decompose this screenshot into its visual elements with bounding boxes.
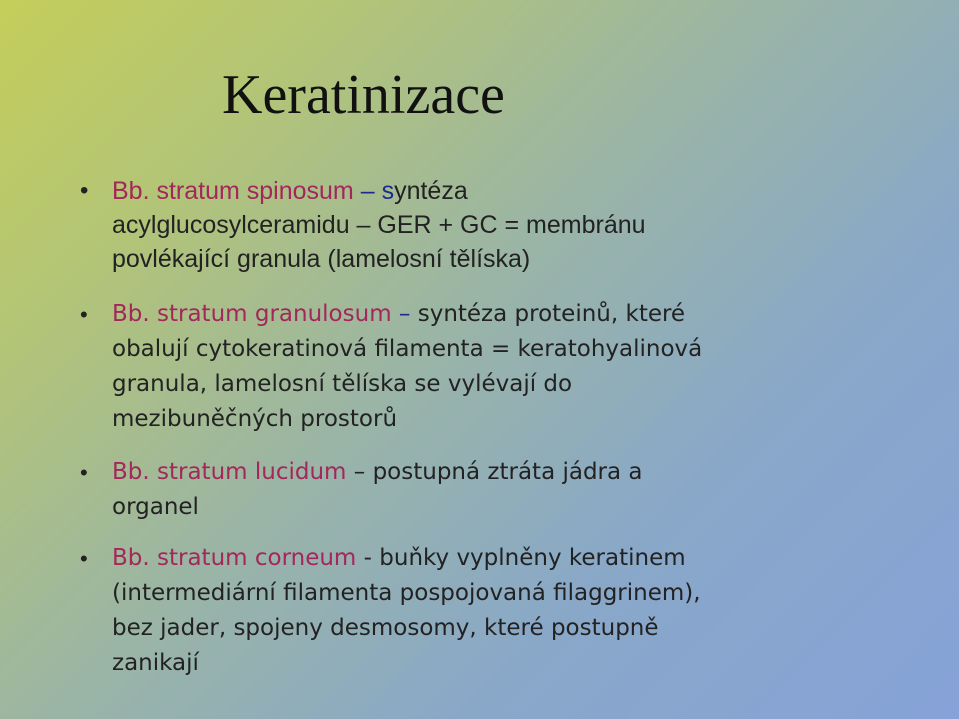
item-line: (intermediární filamenta pospojovaná filaggrinem), bbox=[112, 580, 701, 606]
bullet-icon: • bbox=[80, 460, 88, 485]
item-first-line-text: yntéza bbox=[394, 177, 468, 205]
item-line: bez jader, spojeny desmosomy, které postupně bbox=[112, 615, 659, 641]
item-dash: – bbox=[353, 177, 382, 205]
item-first-line-text: postupná ztráta jádra a bbox=[372, 459, 643, 485]
item-first-line bbox=[112, 455, 912, 490]
item-term: Bb. stratum corneum bbox=[112, 545, 357, 571]
list-item-stratum-lucidum bbox=[80, 455, 912, 525]
item-term: Bb. stratum spinosum bbox=[112, 177, 354, 205]
item-line: zanikají bbox=[112, 650, 199, 676]
list-item-stratum-spinosum bbox=[80, 174, 912, 276]
item-line: povlékající granula (lamelosní tělíska) bbox=[112, 245, 531, 273]
item-line: obalují cytokeratinová filamenta = keratohyalinová bbox=[112, 336, 703, 362]
item-first-line bbox=[112, 174, 912, 208]
list-item-stratum-granulosum bbox=[80, 297, 912, 437]
item-line: organel bbox=[112, 494, 199, 520]
item-first-line bbox=[112, 297, 912, 332]
item-first-line-text: buňky vyplněny keratinem bbox=[379, 545, 686, 571]
bullet-icon: • bbox=[80, 302, 88, 327]
item-first-line bbox=[112, 541, 912, 576]
bullet-icon: • bbox=[80, 546, 88, 571]
item-line: acylglucosylceramidu – GER + GC = membránu bbox=[112, 211, 646, 239]
item-term: Bb. stratum lucidum bbox=[112, 459, 347, 485]
list-item-stratum-corneum bbox=[80, 541, 912, 681]
item-line: mezibuněčných prostorů bbox=[112, 406, 398, 432]
item-line: granula, lamelosní tělíska se vylévají do bbox=[112, 371, 573, 397]
slide-title: Keratinizace bbox=[222, 64, 505, 126]
item-term: Bb. stratum granulosum bbox=[112, 301, 392, 327]
item-accent-letter: s bbox=[381, 177, 395, 205]
bullet-icon: • bbox=[80, 177, 89, 204]
item-dash: - bbox=[356, 545, 380, 571]
item-dash: – bbox=[346, 459, 373, 485]
item-first-line-text: syntéza proteinů, které bbox=[417, 301, 686, 327]
item-dash: – bbox=[391, 301, 418, 327]
